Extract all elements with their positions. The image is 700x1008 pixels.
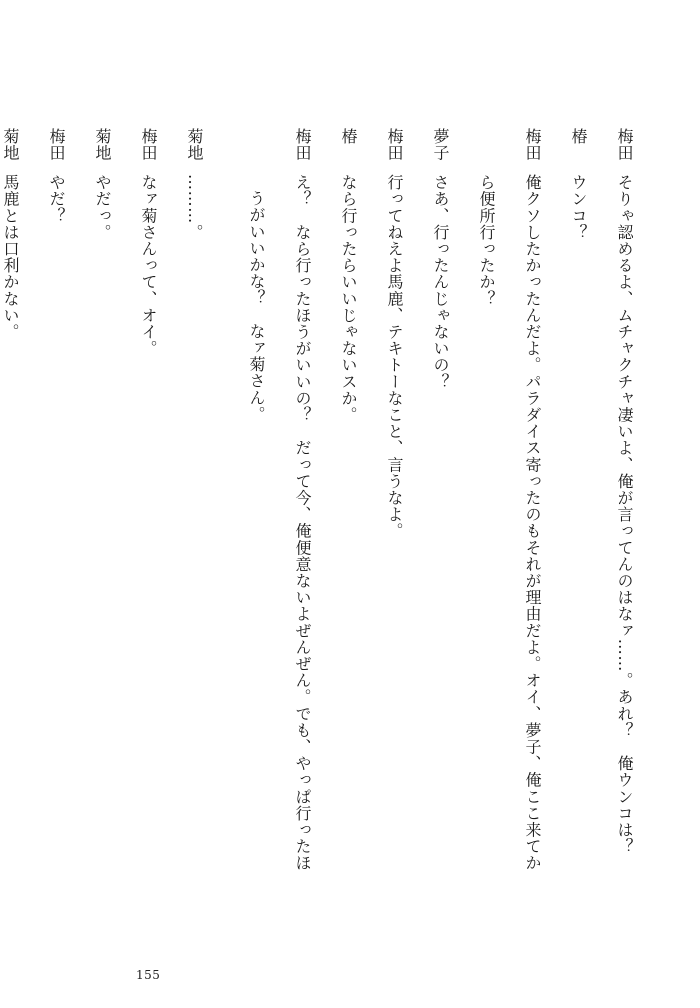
dialogue-line: [118, 128, 164, 888]
dialogue-text: 行ってねえよ馬鹿、テキトーなこと、言うなよ。: [385, 174, 404, 540]
speaker-name: 菊地: [93, 128, 112, 162]
dialogue-line: [26, 128, 72, 888]
dialogue-line: [548, 128, 594, 888]
dialogue-text: なら行ったらいいじゃないスか。: [339, 174, 358, 423]
speaker-name: 梅田: [615, 128, 634, 162]
dialogue-text: ウンコ？: [569, 174, 588, 241]
page-number: 155: [136, 968, 161, 982]
dialogue-text: ら便所行ったか？: [477, 174, 496, 307]
continuation-indent: [210, 128, 272, 190]
speaker-name: 椿: [339, 128, 358, 145]
play-script-text: [0, 128, 640, 888]
continuation-indent: [456, 128, 502, 174]
dialogue-line: [318, 128, 364, 888]
dialogue-continuation: [456, 128, 502, 888]
dialogue-text: さあ、行ったんじゃないの？: [431, 174, 450, 390]
speaker-name: 夢子: [431, 128, 450, 162]
speaker-name: 梅田: [385, 128, 404, 162]
speaker-name: 菊地: [185, 128, 204, 162]
dialogue-text: そりゃ認めるよ、ムチャクチャ凄いよ、俺が言ってんのはなァ……。あれ？ 俺ウンコは？: [615, 174, 634, 855]
dialogue-text: ………。: [185, 174, 204, 241]
dialogue-text: なァ菊さんって、オイ。: [139, 174, 158, 357]
dialogue-line: [594, 128, 640, 888]
speaker-name: 梅田: [139, 128, 158, 162]
speaker-name: 梅田: [523, 128, 542, 162]
dialogue-text: うがいいかな？ なァ菊さん。: [247, 190, 266, 423]
speaker-name: 梅田: [293, 128, 312, 162]
dialogue-text: え？ なら行ったほうがいいの？ だって今、俺便意ないよぜんぜん。でも、やっぱ行ったほ: [293, 174, 312, 872]
speaker-name: 椿: [569, 128, 588, 145]
speaker-name: 梅田: [47, 128, 66, 162]
dialogue-line: [72, 128, 118, 888]
dialogue-line: [164, 128, 210, 888]
speaker-name: 菊地: [1, 128, 20, 162]
dialogue-text: 馬鹿とは口利かない。: [1, 174, 20, 340]
dialogue-line: [272, 128, 318, 888]
dialogue-continuation: [210, 128, 272, 888]
dialogue-line: [364, 128, 410, 888]
dialogue-line: [0, 128, 26, 888]
dialogue-text: やだ？: [47, 174, 66, 224]
dialogue-line: [410, 128, 456, 888]
dialogue-text: 俺クソしたかったんだよ。パラダイス寄ったのもそれが理由だよ。オイ、夢子、俺ここ来てか: [523, 174, 542, 872]
dialogue-line: [502, 128, 548, 888]
dialogue-text: やだっ。: [93, 174, 112, 241]
